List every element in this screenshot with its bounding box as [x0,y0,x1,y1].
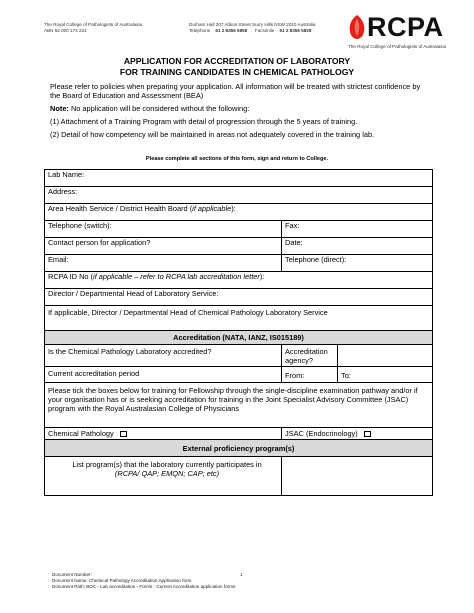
jsac-checkbox[interactable] [364,431,371,437]
address-field[interactable] [45,187,433,204]
director-chem-label: If applicable, Director / Departmental Head of Chemical Pathology Laboratory Service [48,308,328,317]
list-programs-field [45,457,282,496]
tick-boxes-text: Please tick the boxes below for training for Fellowship through the single-discipline examination pathway and/or if your organisation has or is seeking accreditation for training in the Joint Specialist Advisory Committee (JSAC) program with the Royal Australasian College of Physicians [48,386,418,413]
lab-name-label: Lab Name: [48,170,85,179]
director-field[interactable] [45,289,433,306]
fax-field[interactable] [282,221,433,238]
director-chem-field[interactable] [45,306,433,331]
fax-label: Fax: [285,221,300,230]
note-text: No application will be considered without the following: [68,104,250,114]
jsac-option[interactable] [282,428,433,440]
director-label: Director / Departmental Head of Laboratory Service: [48,289,219,298]
date-label: Date: [285,238,303,247]
page-number: 1 [240,572,243,577]
from-field[interactable] [282,367,338,383]
current-period-field [45,367,282,383]
telephone-direct-label: Telephone (direct): [285,255,347,264]
rcpa-id-field[interactable] [45,272,433,289]
is-accredited-label: Is the Chemical Pathology Laboratory accredited? [48,347,212,356]
external-proficiency-header: External proficiency program(s) [45,440,433,457]
note-line [50,104,430,113]
to-label: To: [341,371,351,380]
note-label: Note: [50,104,69,114]
from-label: From: [285,371,305,380]
telephone-value: 61 2 8356 5858 [215,28,248,34]
org-name: The Royal College of Pathologists of Australasia [44,22,143,27]
contact-line [189,28,315,34]
area-health-field[interactable] [45,204,433,221]
facsimile-label: Facsimile [254,28,275,34]
area-health-label: Area Health Service / District Health Board ( [48,204,193,213]
date-field[interactable] [282,238,433,255]
doc-number: Document Number: [52,572,92,577]
accreditation-header: Accreditation (NATA, IANZ, IS015189) [45,331,433,345]
address-label: Address: [48,187,78,196]
area-health-italic: if applicable [192,204,232,213]
doc-path: Document Path: BOC - Lab accreditation - Forms - Current Accreditation application forms [52,584,236,589]
application-form-table [44,169,433,496]
list-programs-example: (RCPA/ QAP; EMQN; CAP; etc) [114,469,220,478]
accreditation-agency-field[interactable] [282,345,338,367]
document-title [0,56,474,77]
telephone-switch-label: Telephone (switch): [48,221,112,230]
abn: ABN 52 000 173 231 [44,28,87,34]
area-health-suffix: ): [231,204,236,213]
contact-person-label: Contact person for application? [48,238,151,247]
list-programs-label: List program(s) that the laboratory currently participates in [72,460,262,469]
rcpa-logo [346,10,446,52]
facsimile-value: 61 2 8356 5828 [279,28,312,34]
telephone-label: Telephone [189,28,211,34]
form-instruction: Please complete all sections of this form, sign and return to College. [145,156,329,162]
requirement-1: (1) Attachment of a Training Program with detail of progression through the 5 years of training. [50,117,358,127]
requirement-2: (2) Detail of how competency will be maintained in areas not adequately covered in the training lab. [50,130,375,140]
rcpa-id-italic: if applicable – refer to RCPA lab accreditation letter [93,272,260,281]
intro-section [50,82,430,143]
rcpa-id-suffix: ): [259,272,265,281]
logo-tagline: The Royal College of Pathologists of Australasia [348,44,447,49]
chemical-pathology-checkbox[interactable] [120,431,127,437]
to-field[interactable] [338,367,433,383]
list-programs-value[interactable] [282,457,433,496]
jsac-label: JSAC (Endocrinology) [285,429,358,438]
lab-name-field[interactable] [45,170,433,187]
accreditation-agency-value[interactable] [338,345,433,367]
email-field[interactable] [45,255,282,272]
header-org-block [44,22,142,34]
tick-boxes-instruction [45,383,433,428]
footer [52,572,235,590]
telephone-direct-field[interactable] [282,255,433,272]
current-period-label: Current accreditation period [48,369,140,378]
org-address: Durham Hall 207 Albion Street Surry Hills NSW 2010 Australia [189,22,316,27]
intro-paragraph: Please refer to policies when preparing your application. All information will be treated with strictest confidence by the Board of Education and Assessment (BEA) [50,82,421,101]
chemical-pathology-option[interactable] [45,428,282,440]
header-contact-block [189,22,315,34]
is-accredited-field[interactable] [45,345,282,367]
rcpa-id-label: RCPA ID No ( [48,272,94,281]
accreditation-agency-label: Accreditation agency? [285,347,328,365]
title-line-2: FOR TRAINING CANDIDATES IN CHEMICAL PATHOLOGY [119,66,355,77]
telephone-switch-field[interactable] [45,221,282,238]
logo-text: RCPA [367,12,444,42]
doc-name: Document Name: Chemical Pathology Accreditation Application form [52,578,192,583]
chemical-pathology-label: Chemical Pathology [48,429,114,438]
contact-person-field[interactable] [45,238,282,255]
title-line-1: APPLICATION FOR ACCREDITATION OF LABORATORY [123,56,351,66]
logo-emblem-icon [346,14,368,40]
email-label: Email: [48,255,69,264]
